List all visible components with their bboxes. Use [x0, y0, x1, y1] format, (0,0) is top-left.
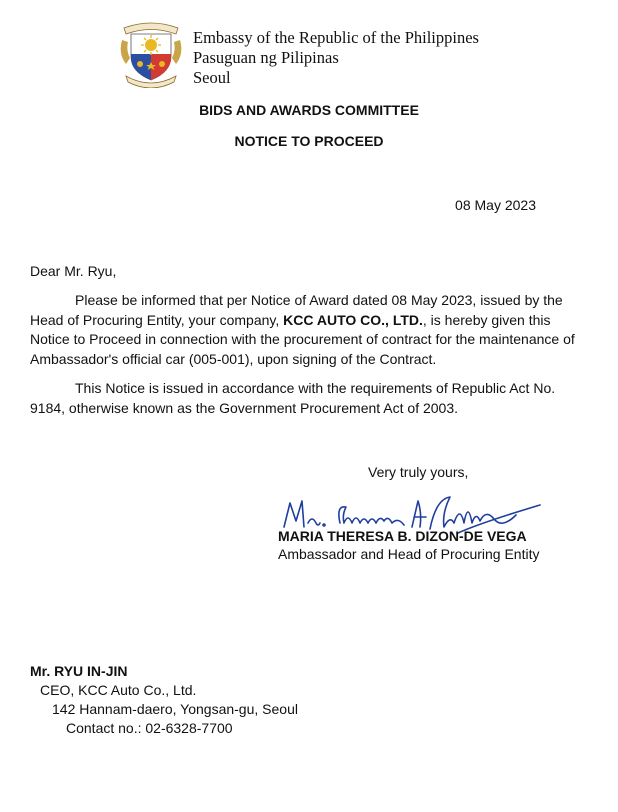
company-name: KCC AUTO CO., LTD. [283, 311, 423, 328]
recipient-address: 142 Hannam-daero, Yongsan-gu, Seoul [52, 701, 298, 717]
embassy-city: Seoul [193, 68, 231, 87]
body-paragraph-1 [30, 291, 586, 369]
letter-date: 08 May 2023 [455, 197, 536, 213]
embassy-name-filipino: Pasuguan ng Pilipinas [193, 48, 339, 67]
p1-text-after: , is hereby given this Notice to Proceed in connection with the procurement of contract for the maintenance of Ambassador's official car (005-001), upon signing of the Contract. [30, 311, 575, 367]
signatory-name: MARIA THERESA B. DIZON-DE VEGA [278, 528, 527, 544]
coat-of-arms-icon [118, 18, 184, 88]
p1-text-before: Please be informed that per Notice of Award dated 08 May 2023, issued by the Head of Procuring Entity, your company, [30, 292, 563, 328]
notice-title: NOTICE TO PROCEED [234, 133, 384, 149]
recipient-name: Mr. RYU IN-JIN [30, 663, 128, 679]
salutation: Dear Mr. Ryu, [30, 263, 117, 279]
closing: Very truly yours, [368, 464, 469, 480]
recipient-contact: Contact no.: 02-6328-7700 [66, 720, 233, 736]
committee-heading: BIDS AND AWARDS COMMITTEE [199, 102, 419, 118]
embassy-name: Embassy of the Republic of the Philippines [193, 28, 479, 47]
body-paragraph-2: This Notice is issued in accordance with the requirements of Republic Act No. 9184, otherwise known as the Government Procurement Act of 2003. [30, 380, 556, 416]
signatory-title: Ambassador and Head of Procuring Entity [278, 546, 540, 562]
recipient-position: CEO, KCC Auto Co., Ltd. [40, 682, 197, 698]
